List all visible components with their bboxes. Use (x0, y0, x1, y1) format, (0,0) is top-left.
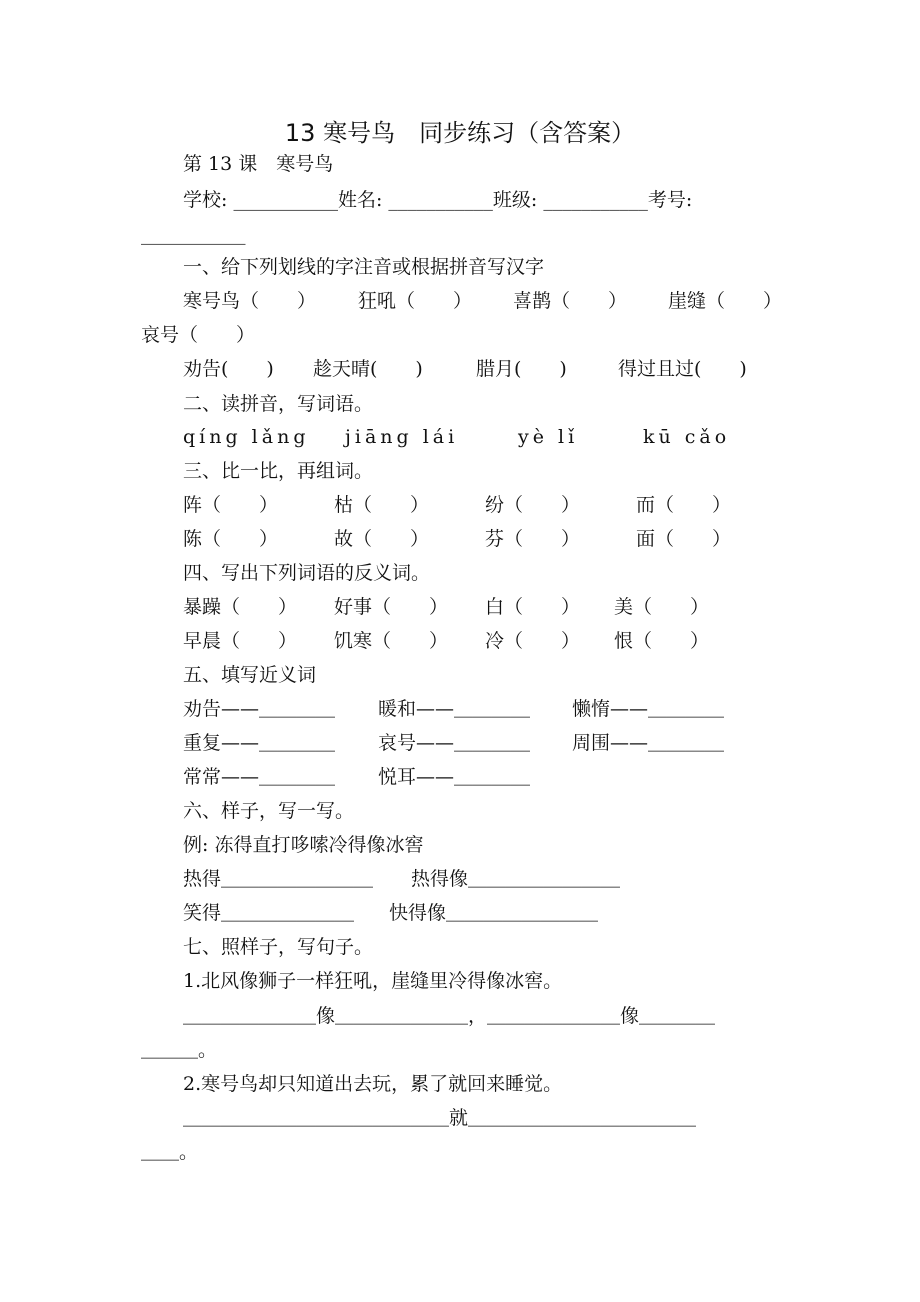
s5-item: 懒惰——＿＿＿＿ (572, 698, 725, 720)
s3-item: 阵（ ） (183, 494, 279, 516)
pinyin-item: jiāng lái (345, 426, 459, 448)
s5-item: 哀号——＿＿＿＿ (378, 732, 531, 754)
student-info-fields-wrap: ___________ (141, 223, 246, 245)
s1-item-wrap: 哀号（ ） (141, 324, 256, 346)
s4-item: 冷（ ） (485, 630, 581, 652)
s6-item: 热得＿＿＿＿＿＿＿＿ (183, 868, 374, 890)
section-6-heading: 六、样子，写一写。 (183, 800, 355, 822)
section-4-heading: 四、写出下列词语的反义词。 (183, 562, 431, 584)
s1-item: 趁天晴( ) (313, 358, 423, 380)
student-info-fields: 学校: ___________姓名: ___________班级: ___________考号: (183, 189, 693, 211)
s1-item: 崖缝（ ） (668, 290, 783, 312)
s1-item: 得过且过( ) (618, 358, 747, 380)
s3-item: 故（ ） (334, 528, 430, 550)
pinyin-item: kū cǎo (643, 426, 731, 448)
lesson-label: 第 13 课 寒号鸟 (183, 153, 334, 175)
s4-item: 好事（ ） (334, 596, 449, 618)
s3-item: 而（ ） (636, 494, 732, 516)
pinyin-item: yè lǐ (518, 426, 579, 448)
s4-item: 恨（ ） (614, 630, 710, 652)
s3-item: 纷（ ） (485, 494, 581, 516)
s6-item: 笑得＿＿＿＿＿＿＿ (183, 902, 355, 924)
s1-item: 腊月( ) (476, 358, 567, 380)
s7-answer-1: ＿＿＿＿＿＿＿像＿＿＿＿＿＿＿，＿＿＿＿＿＿＿像＿＿＿＿ (183, 1005, 716, 1027)
s4-item: 美（ ） (614, 596, 710, 618)
page-title: 13 寒号鸟 同步练习（含答案） (284, 119, 636, 147)
s3-item: 面（ ） (636, 528, 732, 550)
s7-answer-2: ＿＿＿＿＿＿＿＿＿＿＿＿＿＿就＿＿＿＿＿＿＿＿＿＿＿＿ (183, 1107, 697, 1129)
s7-question-2: 2.寒号鸟却只知道出去玩，累了就回来睡觉。 (183, 1073, 563, 1095)
section-2-heading: 二、读拼音，写词语。 (183, 393, 374, 415)
section-1-heading: 一、给下列划线的字注音或根据拼音写汉字 (183, 256, 545, 278)
s1-item: 寒号鸟（ ） (183, 290, 317, 312)
s4-item: 暴躁（ ） (183, 596, 298, 618)
section-5-heading: 五、填写近义词 (183, 664, 317, 686)
s1-item: 喜鹊（ ） (513, 290, 628, 312)
s1-item: 劝告( ) (183, 358, 274, 380)
pinyin-item: qíng lǎng (183, 426, 310, 448)
s5-item: 悦耳——＿＿＿＿ (378, 766, 531, 788)
s3-item: 枯（ ） (334, 494, 430, 516)
s5-item: 常常——＿＿＿＿ (183, 766, 336, 788)
s6-example: 例: 冻得直打哆嗦冷得像冰窖 (183, 834, 424, 856)
section-3-heading: 三、比一比，再组词。 (183, 460, 374, 482)
s5-item: 劝告——＿＿＿＿ (183, 698, 336, 720)
s5-item: 重复——＿＿＿＿ (183, 732, 336, 754)
s3-item: 芬（ ） (485, 528, 581, 550)
s6-item: 快得像＿＿＿＿＿＿＿＿ (389, 902, 599, 924)
s5-item: 周围——＿＿＿＿ (572, 732, 725, 754)
s4-item: 白（ ） (485, 596, 581, 618)
section-7-heading: 七、照样子，写句子。 (183, 936, 374, 958)
s1-item: 狂吼（ ） (358, 290, 473, 312)
s4-item: 饥寒（ ） (334, 630, 449, 652)
s5-item: 暖和——＿＿＿＿ (378, 698, 531, 720)
s7-answer-2-wrap: ＿＿。 (141, 1141, 199, 1163)
s3-item: 陈（ ） (183, 528, 279, 550)
s6-item: 热得像＿＿＿＿＿＿＿＿ (411, 868, 621, 890)
s7-question-1: 1.北风像狮子一样狂吼，崖缝里冷得像冰窖。 (183, 970, 563, 992)
s4-item: 早晨（ ） (183, 630, 298, 652)
s7-answer-1-wrap: ＿＿＿。 (141, 1039, 218, 1061)
